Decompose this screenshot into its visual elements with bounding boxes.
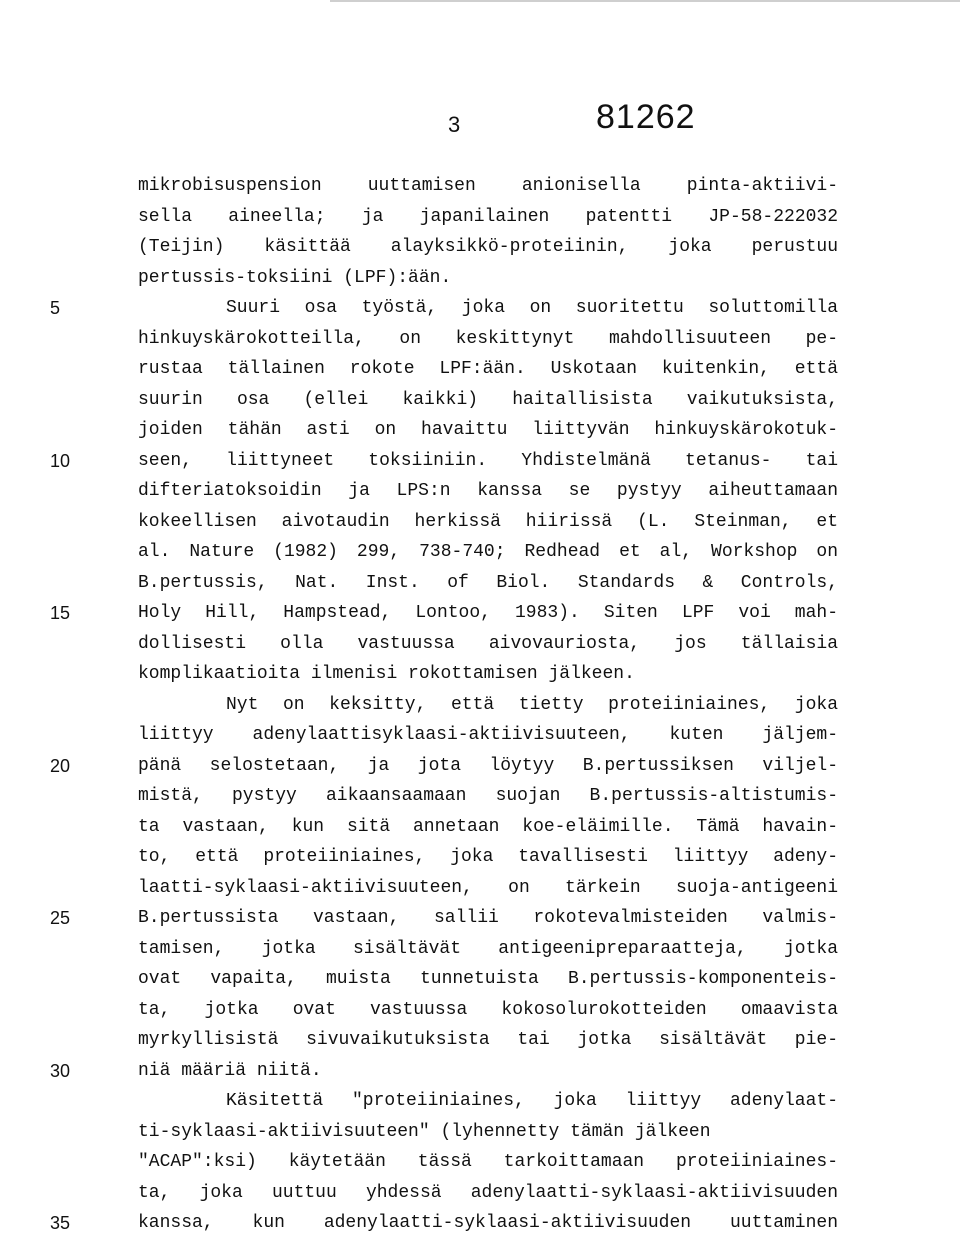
- patent-number: 81262: [596, 98, 696, 136]
- text-line: kokeellisen aivotaudin herkissä hiirissä (L. Steinman, et: [138, 511, 838, 532]
- line-number: 25: [50, 908, 71, 928]
- text-line: ta, joka uuttuu yhdessä adenylaatti-syklaasi-aktiivisuuden: [138, 1182, 838, 1203]
- text-line: al. Nature (1982) 299, 738-740; Redhead et al, Workshop on: [138, 542, 838, 562]
- line-number: 5: [50, 298, 61, 318]
- text-line: to, että proteiiniaines, joka tavallisesti liittyy adeny-: [138, 847, 838, 867]
- text-line: sella aineella; ja japanilainen patentti JP-58-222032: [138, 206, 838, 227]
- line-number: 10: [50, 450, 71, 471]
- text-line: dollisesti olla vastuussa aivovauriosta, jos tällaisia: [138, 633, 838, 654]
- page-number: 3: [448, 112, 461, 137]
- text-line: Nyt on keksitty, että tietty proteiiniaines, joka: [226, 694, 838, 715]
- text-line: ta vastaan, kun sitä annetaan koe-eläimille. Tämä havain-: [138, 816, 838, 837]
- line-number: 15: [50, 603, 71, 623]
- line-number: 35: [50, 1213, 71, 1233]
- text-line: joiden tähän asti on havaittu liittyvän hinkuyskärokotuk-: [138, 420, 838, 440]
- text-line: rustaa tällainen rokote LPF:ään. Uskotaan kuitenkin, että: [138, 359, 838, 379]
- text-line: Suuri osa työstä, joka on suoritettu soluttomilla: [226, 298, 838, 318]
- text-line: (Teijin) käsittää alayksikkö-proteiinin, joka perustuu: [138, 237, 838, 257]
- text-line: difteriatoksoidin ja LPS:n kanssa se pystyy aiheuttamaan: [138, 481, 838, 501]
- line-number: 30: [50, 1060, 71, 1081]
- text-line: hinkuyskärokotteilla, on keskittynyt mahdollisuuteen pe-: [138, 328, 838, 349]
- text-line: komplikaatioita ilmenisi rokottamisen jälkeen.: [138, 664, 635, 684]
- text-line: suurin osa (ellei kaikki) haitallisista vaikutuksista,: [138, 389, 838, 410]
- text-line: liittyy adenylaattisyklaasi-aktiivisuuteen, kuten jäljem-: [138, 725, 838, 745]
- text-line: ta, jotka ovat vastuussa kokosolurokotteiden omaavista: [138, 999, 838, 1020]
- text-line: mikrobisuspension uuttamisen anionisella pinta-aktiivi-: [138, 176, 838, 196]
- text-line: pänä selostetaan, ja jota löytyy B.pertussiksen viljel-: [138, 755, 838, 776]
- text-line: Holy Hill, Hampstead, Lontoo, 1983). Siten LPF voi mah-: [138, 603, 838, 623]
- text-line: seen, liittyneet toksiiniin. Yhdistelmänä tetanus- tai: [138, 450, 838, 471]
- text-line: ti-syklaasi-aktiivisuuteen" (lyhennetty tämän jälkeen: [138, 1121, 711, 1142]
- text-line: kanssa, kun adenylaatti-syklaasi-aktiivisuuden uuttaminen: [138, 1213, 838, 1233]
- text-line: ovat vapaita, muista tunnetuista B.pertussis-komponenteis-: [138, 969, 838, 989]
- text-line: "ACAP":ksi) käytetään tässä tarkoittamaan proteiiniaines-: [138, 1152, 838, 1172]
- text-line: niä määriä niitä.: [138, 1060, 322, 1081]
- line-number: 20: [50, 755, 71, 776]
- text-line: myrkyllisistä sivuvaikutuksista tai jotka sisältävät pie-: [138, 1030, 838, 1050]
- text-line: pertussis-toksiini (LPF):ään.: [138, 267, 452, 288]
- text-line: B.pertussista vastaan, sallii rokotevalmisteiden valmis-: [138, 908, 838, 928]
- text-line: B.pertussis, Nat. Inst. of Biol. Standards & Controls,: [138, 572, 838, 593]
- text-line: mistä, pystyy aikaansaamaan suojan B.pertussis-altistumis-: [138, 786, 838, 806]
- text-line: tamisen, jotka sisältävät antigeenipreparaatteja, jotka: [138, 938, 838, 959]
- top-rule: [330, 0, 960, 2]
- text-line: laatti-syklaasi-aktiivisuuteen, on tärkein suoja-antigeeni: [138, 877, 838, 898]
- text-line: Käsitettä "proteiiniaines, joka liittyy adenylaat-: [226, 1091, 838, 1111]
